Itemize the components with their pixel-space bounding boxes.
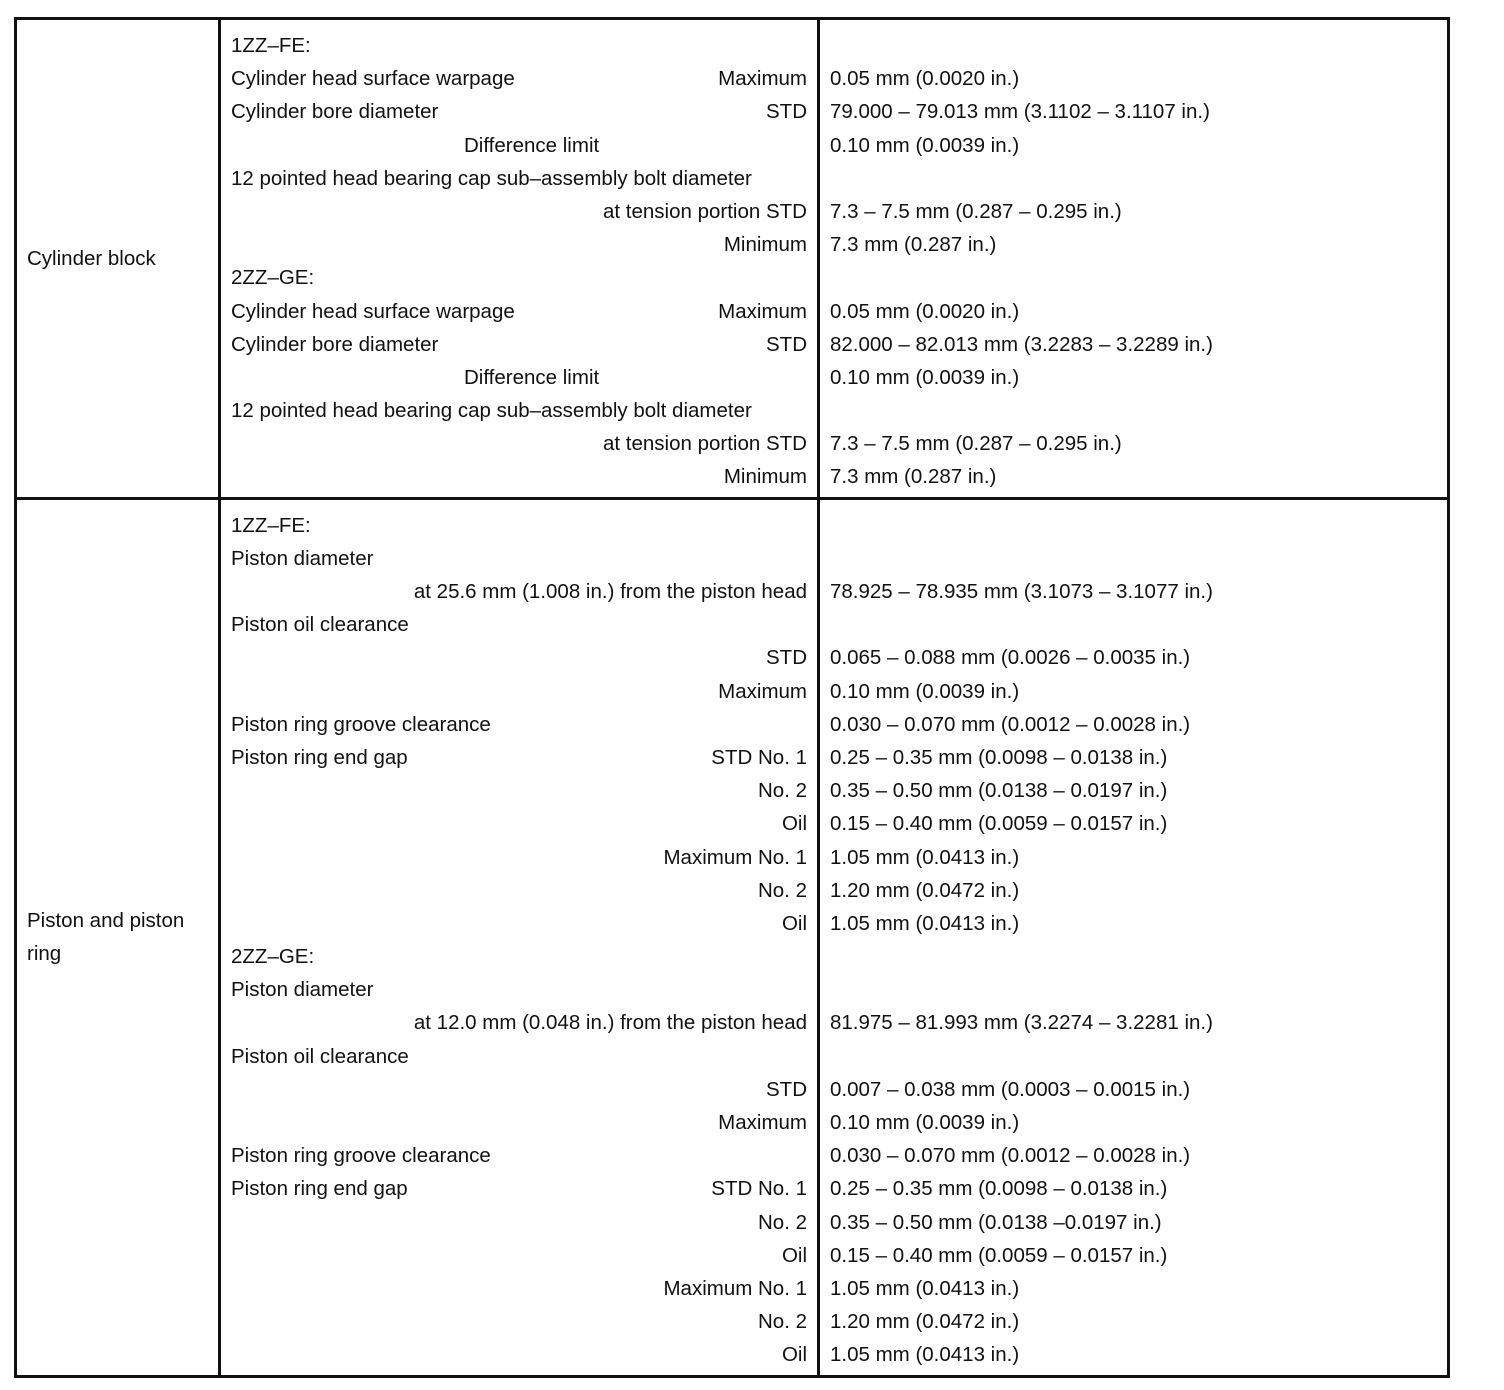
spec-value-row	[820, 1172, 1447, 1205]
spec-item-row	[221, 675, 817, 708]
section-cylinder-block	[16, 19, 1449, 499]
spec-value: 0.05 mm (0.0020 in.)	[830, 67, 1020, 91]
spec-value: 1.20 mm (0.0472 in.)	[830, 878, 1020, 902]
spec-item-row	[221, 874, 817, 907]
value-list	[820, 500, 1447, 1375]
spec-item-row	[221, 62, 817, 95]
spec-item-row	[221, 608, 817, 641]
spec-item-condition: STD	[766, 332, 807, 356]
spec-table	[14, 17, 1450, 1378]
spec-item-row	[221, 1305, 817, 1338]
spec-item-label: Cylinder head surface warpage	[231, 67, 515, 91]
spec-item-condition: No. 2	[758, 779, 807, 803]
spec-value: 0.10 mm (0.0039 in.)	[830, 679, 1020, 703]
spec-item-label: Piston oil clearance	[231, 613, 409, 637]
spec-value-row	[820, 328, 1447, 361]
spec-item-row	[221, 1206, 817, 1239]
spec-item-condition: Oil	[781, 1343, 807, 1367]
spec-item-row	[221, 542, 817, 575]
spec-value-row	[820, 295, 1447, 328]
spec-value-row	[820, 361, 1447, 394]
spec-item-label: 1ZZ–FE:	[231, 34, 311, 57]
spec-value-row	[820, 940, 1447, 973]
spec-item-condition: STD	[766, 100, 807, 124]
section-label-text: ring	[27, 942, 62, 966]
spec-value-row	[820, 841, 1447, 874]
spec-item-row	[221, 261, 817, 294]
spec-item-row	[221, 361, 817, 394]
spec-value: 1.05 mm (0.0413 in.)	[830, 911, 1020, 935]
spec-item-label: Cylinder bore diameter	[231, 100, 439, 124]
section-label	[16, 19, 220, 499]
value-list	[820, 20, 1447, 497]
spec-item-condition: Maximum No. 1	[663, 845, 807, 869]
spec-item-row	[221, 807, 817, 840]
spec-item-row	[221, 427, 817, 460]
spec-value: 81.975 – 81.993 mm (3.2274 – 3.2281 in.)	[830, 1011, 1213, 1035]
spec-item-row	[221, 1006, 817, 1039]
spec-item-label: 12 pointed head bearing cap sub–assembly bolt diameter	[231, 166, 752, 190]
value-column	[819, 498, 1449, 1376]
spec-value-row	[820, 608, 1447, 641]
spec-item-label: Piston ring end gap	[231, 1177, 408, 1201]
spec-value-row	[820, 1006, 1447, 1039]
spec-value: 0.15 – 0.40 mm (0.0059 – 0.0157 in.)	[830, 1243, 1168, 1267]
spec-item-row	[221, 907, 817, 940]
spec-value-row	[820, 427, 1447, 460]
spec-item-row	[221, 741, 817, 774]
spec-value: 0.35 – 0.50 mm (0.0138 – 0.0197 in.)	[830, 779, 1168, 803]
spec-item-condition: at tension portion STD	[603, 432, 807, 456]
spec-value: 1.05 mm (0.0413 in.)	[830, 1343, 1020, 1367]
spec-item-row	[221, 1272, 817, 1305]
spec-value-row	[820, 1206, 1447, 1239]
spec-item-condition: at tension portion STD	[603, 199, 807, 223]
spec-item-label: 2ZZ–GE:	[231, 945, 315, 969]
spec-item-condition: No. 2	[758, 1210, 807, 1234]
spec-item-condition: STD	[766, 646, 807, 670]
spec-value-row	[820, 641, 1447, 674]
spec-item-condition: Maximum	[718, 67, 807, 91]
spec-value: 0.030 – 0.070 mm (0.0012 – 0.0028 in.)	[830, 1144, 1191, 1168]
spec-value-row	[820, 1139, 1447, 1172]
spec-item-label: Cylinder head surface warpage	[231, 299, 515, 323]
spec-item-row	[221, 1073, 817, 1106]
spec-item-row	[221, 162, 817, 195]
item-list	[221, 20, 817, 497]
section-label	[16, 498, 220, 1376]
spec-item-label: Cylinder bore diameter	[231, 332, 439, 356]
spec-item-condition: No. 2	[758, 1310, 807, 1334]
spec-item-condition: at 12.0 mm (0.048 in.) from the piston head	[413, 1011, 807, 1035]
spec-value: 0.10 mm (0.0039 in.)	[830, 365, 1020, 389]
spec-value: 7.3 mm (0.287 in.)	[830, 465, 997, 489]
spec-item-sublabel: Difference limit	[464, 365, 600, 389]
spec-item-label: Piston ring groove clearance	[231, 712, 491, 736]
spec-value: 1.05 mm (0.0413 in.)	[830, 845, 1020, 869]
value-column	[819, 19, 1449, 499]
spec-value-row	[820, 1305, 1447, 1338]
spec-value: 78.925 – 78.935 mm (3.1073 – 3.1077 in.)	[830, 580, 1213, 603]
spec-item-row	[221, 460, 817, 493]
spec-value: 0.35 – 0.50 mm (0.0138 –0.0197 in.)	[830, 1210, 1162, 1234]
spec-value: 0.25 – 0.35 mm (0.0098 – 0.0138 in.)	[830, 745, 1168, 769]
spec-value: 79.000 – 79.013 mm (3.1102 – 3.1107 in.)	[830, 100, 1210, 124]
spec-value-row	[820, 162, 1447, 195]
spec-value-row	[820, 708, 1447, 741]
spec-value-row	[820, 1272, 1447, 1305]
spec-item-row	[221, 394, 817, 427]
spec-item-label: 2ZZ–GE:	[231, 266, 315, 290]
spec-value-row	[820, 807, 1447, 840]
spec-value: 7.3 – 7.5 mm (0.287 – 0.295 in.)	[830, 199, 1122, 223]
spec-value: 0.065 – 0.088 mm (0.0026 – 0.0035 in.)	[830, 646, 1191, 670]
spec-value: 1.20 mm (0.0472 in.)	[830, 1310, 1020, 1334]
section-label-text: Cylinder block	[27, 246, 156, 270]
spec-item-condition: STD No. 1	[711, 745, 807, 769]
spec-item-condition: at 25.6 mm (1.008 in.) from the piston head	[413, 580, 807, 603]
spec-value: 0.15 – 0.40 mm (0.0059 – 0.0157 in.)	[830, 812, 1168, 836]
spec-item-condition: Oil	[781, 911, 807, 935]
spec-item-label: 1ZZ–FE:	[231, 513, 311, 537]
spec-item-row	[221, 973, 817, 1006]
spec-value-row	[820, 95, 1447, 128]
spec-item-row	[221, 1239, 817, 1272]
spec-item-row	[221, 509, 817, 542]
spec-value-row	[820, 509, 1447, 542]
item-column	[220, 498, 819, 1376]
spec-item-condition: STD No. 1	[711, 1177, 807, 1201]
spec-value: 7.3 – 7.5 mm (0.287 – 0.295 in.)	[830, 432, 1122, 456]
spec-value-row	[820, 973, 1447, 1006]
spec-value: 0.25 – 0.35 mm (0.0098 – 0.0138 in.)	[830, 1177, 1168, 1201]
spec-item-row	[221, 1040, 817, 1073]
spec-item-label: Piston diameter	[231, 978, 374, 1002]
spec-item-condition: Minimum	[723, 465, 807, 489]
spec-item-condition: Maximum	[718, 679, 807, 703]
spec-item-label: Piston ring groove clearance	[231, 1144, 491, 1168]
item-list	[221, 500, 817, 1375]
spec-value-row	[820, 542, 1447, 575]
spec-item-label: 12 pointed head bearing cap sub–assembly bolt diameter	[231, 399, 752, 423]
spec-value-row	[820, 874, 1447, 907]
spec-item-condition: Maximum	[718, 1111, 807, 1134]
spec-value-row	[820, 741, 1447, 774]
spec-value: 0.030 – 0.070 mm (0.0012 – 0.0028 in.)	[830, 712, 1191, 736]
spec-item-condition: Maximum No. 1	[663, 1276, 807, 1300]
spec-value-row	[820, 228, 1447, 261]
section-label-text: Piston and piston	[27, 908, 185, 932]
spec-value: 0.10 mm (0.0039 in.)	[830, 133, 1020, 157]
spec-item-row	[221, 575, 817, 608]
spec-value-row	[820, 575, 1447, 608]
spec-item-row	[221, 129, 817, 162]
spec-value: 7.3 mm (0.287 in.)	[830, 233, 997, 257]
spec-value: 0.10 mm (0.0039 in.)	[830, 1111, 1020, 1134]
spec-item-label: Piston oil clearance	[231, 1044, 409, 1068]
spec-item-label: Piston diameter	[231, 546, 374, 570]
spec-value: 0.05 mm (0.0020 in.)	[830, 299, 1020, 323]
spec-value-row	[820, 1040, 1447, 1073]
spec-item-condition: Maximum	[718, 299, 807, 323]
spec-value-row	[820, 129, 1447, 162]
spec-value: 1.05 mm (0.0413 in.)	[830, 1276, 1020, 1300]
spec-item-row	[221, 95, 817, 128]
spec-value-row	[820, 1073, 1447, 1106]
spec-item-row	[221, 1338, 817, 1371]
spec-item-row	[221, 708, 817, 741]
spec-value-row	[820, 394, 1447, 427]
spec-item-row	[221, 1139, 817, 1172]
spec-item-row	[221, 328, 817, 361]
spec-value-row	[820, 1338, 1447, 1371]
spec-value-row	[820, 675, 1447, 708]
spec-value: 82.000 – 82.013 mm (3.2283 – 3.2289 in.)	[830, 332, 1213, 356]
spec-value-row	[820, 29, 1447, 62]
spec-value-row	[820, 1106, 1447, 1139]
spec-value: 0.007 – 0.038 mm (0.0003 – 0.0015 in.)	[830, 1077, 1191, 1101]
spec-value-row	[820, 195, 1447, 228]
spec-item-condition: Minimum	[723, 233, 807, 257]
spec-value-row	[820, 460, 1447, 493]
spec-item-row	[221, 228, 817, 261]
spec-item-row	[221, 774, 817, 807]
spec-item-row	[221, 295, 817, 328]
spec-item-condition: No. 2	[758, 878, 807, 902]
spec-item-condition: STD	[766, 1077, 807, 1101]
spec-value-row	[820, 62, 1447, 95]
spec-item-sublabel: Difference limit	[464, 133, 600, 157]
spec-value-row	[820, 261, 1447, 294]
spec-item-row	[221, 940, 817, 973]
spec-item-row	[221, 195, 817, 228]
spec-item-condition: Oil	[781, 812, 807, 836]
spec-item-row	[221, 29, 817, 62]
section-piston-and-ring	[16, 498, 1449, 1376]
spec-item-condition: Oil	[781, 1243, 807, 1267]
spec-item-row	[221, 641, 817, 674]
spec-item-row	[221, 841, 817, 874]
spec-item-label: Piston ring end gap	[231, 745, 408, 769]
spec-value-row	[820, 1239, 1447, 1272]
spec-item-row	[221, 1106, 817, 1139]
spec-value-row	[820, 907, 1447, 940]
item-column	[220, 19, 819, 499]
spec-item-row	[221, 1172, 817, 1205]
spec-value-row	[820, 774, 1447, 807]
